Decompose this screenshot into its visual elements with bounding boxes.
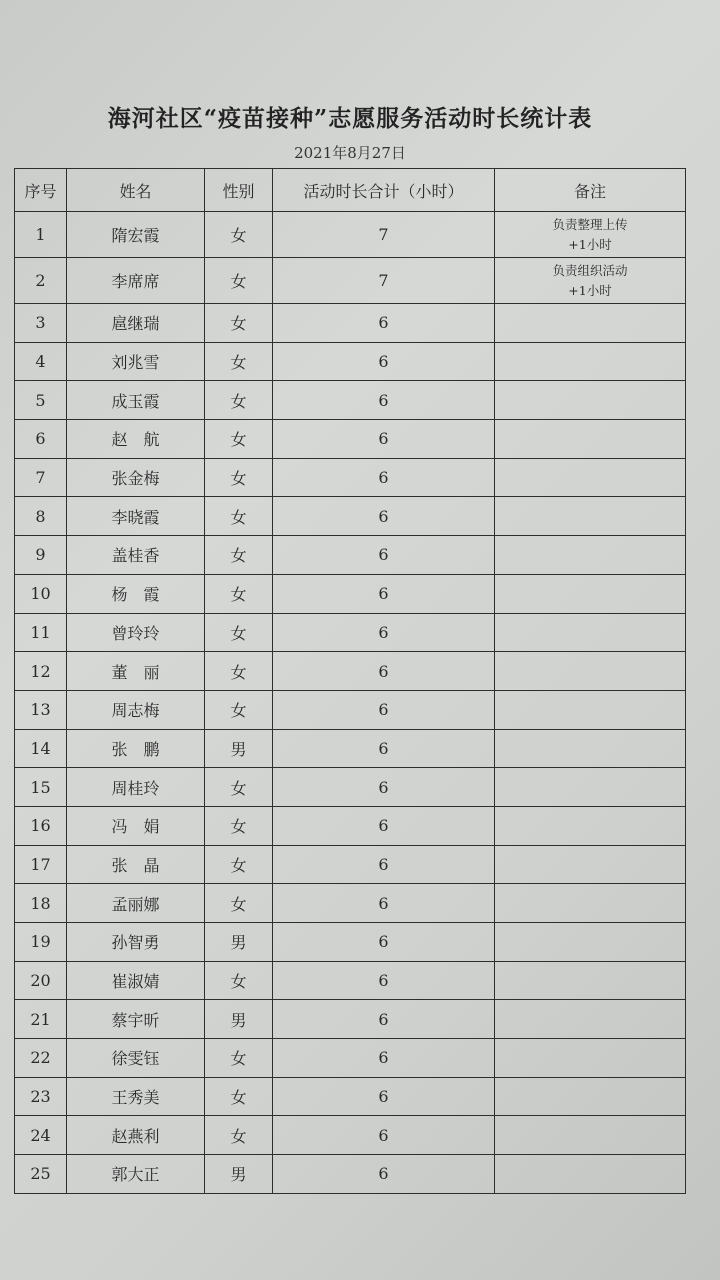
- cell-gender: 男: [205, 1155, 273, 1194]
- cell-gender: 女: [205, 884, 273, 923]
- table-row: [15, 381, 686, 420]
- cell-note: [495, 420, 686, 459]
- table-row: [15, 420, 686, 459]
- cell-no: 8: [15, 497, 67, 536]
- cell-name: 张 晶: [67, 845, 205, 884]
- header-no: 序号: [15, 169, 67, 212]
- cell-name: 蔡宇昕: [67, 1000, 205, 1039]
- cell-no: 10: [15, 574, 67, 613]
- cell-hours: 6: [273, 768, 495, 807]
- cell-note: [495, 497, 686, 536]
- cell-note: [495, 304, 686, 343]
- cell-gender: 女: [205, 613, 273, 652]
- cell-no: 20: [15, 961, 67, 1000]
- table-row: [15, 690, 686, 729]
- cell-note: [495, 613, 686, 652]
- cell-hours: 7: [273, 212, 495, 258]
- cell-name: 周志梅: [67, 690, 205, 729]
- cell-hours: 6: [273, 1155, 495, 1194]
- cell-note: [495, 923, 686, 962]
- cell-hours: 6: [273, 574, 495, 613]
- table-row: [15, 212, 686, 258]
- cell-hours: 6: [273, 458, 495, 497]
- table-row: [15, 961, 686, 1000]
- cell-gender: 女: [205, 536, 273, 575]
- cell-note: [495, 1116, 686, 1155]
- cell-hours: 6: [273, 729, 495, 768]
- cell-gender: 男: [205, 923, 273, 962]
- table-row: [15, 1155, 686, 1194]
- cell-note: [495, 729, 686, 768]
- cell-gender: 男: [205, 1000, 273, 1039]
- table-row: [15, 258, 686, 304]
- cell-name: 王秀美: [67, 1077, 205, 1116]
- note-line-1: 负责组织活动: [552, 262, 628, 278]
- cell-name: 李席席: [67, 258, 205, 304]
- cell-no: 21: [15, 1000, 67, 1039]
- cell-gender: 男: [205, 729, 273, 768]
- cell-hours: 6: [273, 961, 495, 1000]
- table-row: [15, 613, 686, 652]
- cell-note: [495, 806, 686, 845]
- table-row: [15, 342, 686, 381]
- table-row: [15, 574, 686, 613]
- volunteer-hours-table: [14, 168, 686, 1194]
- cell-name: 孙智勇: [67, 923, 205, 962]
- table-row: [15, 845, 686, 884]
- cell-note: [495, 690, 686, 729]
- cell-name: 徐雯钰: [67, 1039, 205, 1078]
- cell-note: [495, 381, 686, 420]
- cell-gender: 女: [205, 458, 273, 497]
- header-name: 姓名: [67, 169, 205, 212]
- cell-hours: 6: [273, 1000, 495, 1039]
- cell-no: 22: [15, 1039, 67, 1078]
- cell-note: [495, 212, 686, 258]
- cell-note: [495, 652, 686, 691]
- cell-hours: 6: [273, 806, 495, 845]
- cell-no: 18: [15, 884, 67, 923]
- cell-name: 周桂玲: [67, 768, 205, 807]
- table-row: [15, 923, 686, 962]
- cell-gender: 女: [205, 304, 273, 343]
- cell-gender: 女: [205, 845, 273, 884]
- cell-no: 23: [15, 1077, 67, 1116]
- cell-no: 25: [15, 1155, 67, 1194]
- cell-note: [495, 768, 686, 807]
- cell-note: [495, 1039, 686, 1078]
- table-row: [15, 652, 686, 691]
- cell-hours: 6: [273, 497, 495, 536]
- cell-no: 1: [15, 212, 67, 258]
- table-row: [15, 536, 686, 575]
- cell-gender: 女: [205, 652, 273, 691]
- cell-name: 张金梅: [67, 458, 205, 497]
- header-note: 备注: [495, 169, 686, 212]
- cell-name: 赵 航: [67, 420, 205, 459]
- cell-name: 孟丽娜: [67, 884, 205, 923]
- note-line-2: +1小时: [568, 236, 612, 252]
- cell-gender: 女: [205, 497, 273, 536]
- table-row: [15, 729, 686, 768]
- cell-note: [495, 1000, 686, 1039]
- cell-name: 隋宏霞: [67, 212, 205, 258]
- table-row: [15, 1000, 686, 1039]
- cell-no: 4: [15, 342, 67, 381]
- cell-hours: 6: [273, 1039, 495, 1078]
- cell-note: [495, 258, 686, 304]
- cell-gender: 女: [205, 420, 273, 459]
- cell-no: 2: [15, 258, 67, 304]
- cell-no: 12: [15, 652, 67, 691]
- cell-note: [495, 884, 686, 923]
- cell-name: 曾玲玲: [67, 613, 205, 652]
- cell-gender: 女: [205, 768, 273, 807]
- cell-gender: 女: [205, 381, 273, 420]
- cell-hours: 6: [273, 884, 495, 923]
- document-date: 2021年8月27日: [294, 144, 406, 162]
- note-line-1: 负责整理上传: [552, 216, 628, 232]
- cell-no: 13: [15, 690, 67, 729]
- cell-gender: 女: [205, 212, 273, 258]
- cell-no: 5: [15, 381, 67, 420]
- cell-gender: 女: [205, 690, 273, 729]
- table-row: [15, 806, 686, 845]
- cell-hours: 6: [273, 613, 495, 652]
- cell-name: 张 鹏: [67, 729, 205, 768]
- table-header-row: [15, 169, 686, 212]
- cell-note: [495, 342, 686, 381]
- cell-gender: 女: [205, 1116, 273, 1155]
- cell-no: 16: [15, 806, 67, 845]
- cell-gender: 女: [205, 342, 273, 381]
- cell-note: [495, 574, 686, 613]
- cell-hours: 6: [273, 342, 495, 381]
- cell-name: 赵燕利: [67, 1116, 205, 1155]
- header-hours: 活动时长合计（小时）: [273, 169, 495, 212]
- table-row: [15, 1039, 686, 1078]
- cell-no: 14: [15, 729, 67, 768]
- cell-hours: 6: [273, 420, 495, 459]
- cell-hours: 6: [273, 536, 495, 575]
- cell-name: 郭大正: [67, 1155, 205, 1194]
- cell-gender: 女: [205, 574, 273, 613]
- cell-note: [495, 961, 686, 1000]
- cell-name: 杨 霞: [67, 574, 205, 613]
- cell-note: [495, 1077, 686, 1116]
- cell-name: 李晓霞: [67, 497, 205, 536]
- cell-no: 6: [15, 420, 67, 459]
- table-row: [15, 497, 686, 536]
- cell-hours: 6: [273, 304, 495, 343]
- cell-name: 扈继瑞: [67, 304, 205, 343]
- table-row: [15, 1077, 686, 1116]
- cell-no: 19: [15, 923, 67, 962]
- cell-name: 董 丽: [67, 652, 205, 691]
- cell-no: 7: [15, 458, 67, 497]
- header-gender: 性别: [205, 169, 273, 212]
- cell-no: 3: [15, 304, 67, 343]
- cell-hours: 6: [273, 381, 495, 420]
- cell-name: 盖桂香: [67, 536, 205, 575]
- cell-hours: 6: [273, 845, 495, 884]
- cell-name: 刘兆雪: [67, 342, 205, 381]
- cell-gender: 女: [205, 1077, 273, 1116]
- cell-no: 24: [15, 1116, 67, 1155]
- cell-note: [495, 845, 686, 884]
- cell-no: 17: [15, 845, 67, 884]
- table-row: [15, 304, 686, 343]
- cell-gender: 女: [205, 258, 273, 304]
- cell-name: 成玉霞: [67, 381, 205, 420]
- cell-name: 崔淑婧: [67, 961, 205, 1000]
- cell-hours: 6: [273, 1077, 495, 1116]
- cell-gender: 女: [205, 1039, 273, 1078]
- table-row: [15, 458, 686, 497]
- cell-hours: 6: [273, 923, 495, 962]
- cell-note: [495, 1155, 686, 1194]
- cell-hours: 6: [273, 652, 495, 691]
- cell-no: 11: [15, 613, 67, 652]
- cell-hours: 7: [273, 258, 495, 304]
- cell-no: 9: [15, 536, 67, 575]
- cell-note: [495, 536, 686, 575]
- cell-gender: 女: [205, 806, 273, 845]
- cell-no: 15: [15, 768, 67, 807]
- page-title: 海河社区“疫苗接种”志愿服务活动时长统计表: [107, 105, 593, 132]
- cell-hours: 6: [273, 690, 495, 729]
- note-line-2: +1小时: [568, 282, 612, 298]
- cell-hours: 6: [273, 1116, 495, 1155]
- table-row: [15, 884, 686, 923]
- cell-gender: 女: [205, 961, 273, 1000]
- cell-name: 冯 娟: [67, 806, 205, 845]
- table-row: [15, 768, 686, 807]
- table-row: [15, 1116, 686, 1155]
- cell-note: [495, 458, 686, 497]
